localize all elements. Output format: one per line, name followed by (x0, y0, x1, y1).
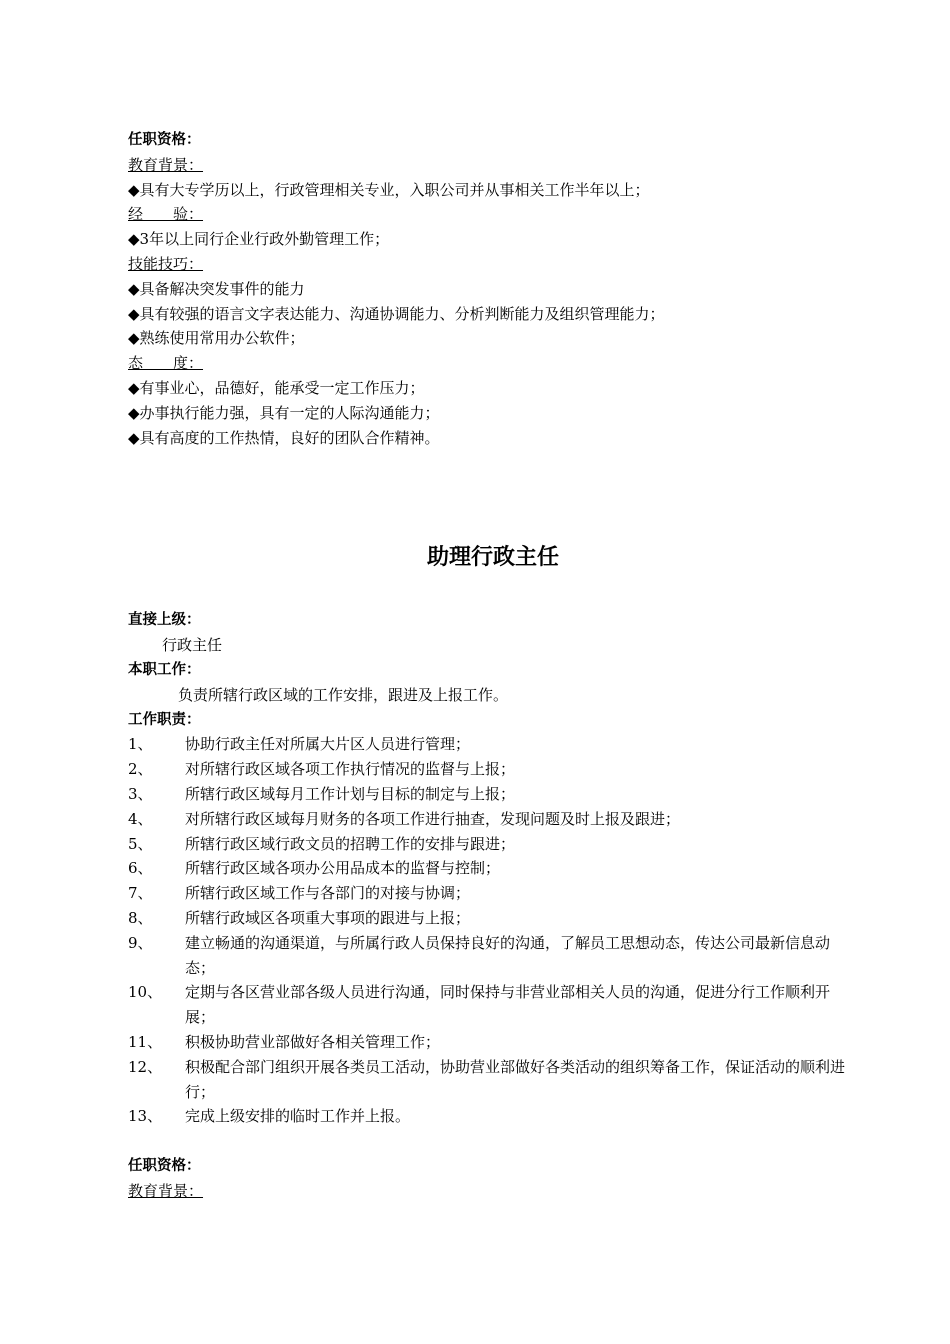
section-title: 助理行政主任 (426, 545, 559, 571)
list-item-number: 8、 (128, 908, 153, 927)
attitude-item: ◆办事执行能力强，具有一定的人际沟通能力； (128, 403, 440, 422)
list-item (128, 980, 858, 1030)
list-item (128, 856, 858, 881)
superior-heading: 直接上级： (128, 612, 201, 629)
list-item-text: 积极配合部门组织开展各类员工活动，协助营业部做好各类活动的组织筹备工作，保证活动的顺利进行； (185, 1057, 846, 1101)
skills-item: ◆具有较强的语言文字表达能力、沟通协调能力、分析判断能力及组织管理能力； (128, 304, 665, 323)
list-item-number: 6、 (128, 859, 153, 878)
list-item-number: 13、 (128, 1107, 163, 1126)
responsibilities-list (128, 732, 858, 1129)
list-item (128, 1030, 858, 1055)
list-item-text: 协助行政主任对所属大片区人员进行管理； (185, 735, 471, 754)
list-item-text: 所辖行政域区各项重大事项的跟进与上报； (185, 908, 471, 927)
list-item-number: 2、 (128, 760, 153, 779)
skills-label: 技能技巧： (128, 254, 204, 273)
list-item (128, 906, 858, 931)
experience-label: 经 验： (128, 205, 204, 224)
list-item (128, 1104, 858, 1129)
list-item (128, 757, 858, 782)
attitude-item: ◆具有高度的工作热情，良好的团队合作精神。 (128, 428, 440, 447)
list-item-number: 1、 (128, 735, 153, 754)
superior-value: 行政主任 (162, 636, 223, 655)
duty-value: 负责所辖行政区域的工作安排，跟进及上报工作。 (178, 685, 509, 704)
experience-item: ◆3年以上同行企业行政外勤管理工作； (128, 230, 390, 249)
list-item (128, 931, 858, 981)
list-item-text: 所辖行政区域行政文员的招聘工作的安排与跟进； (185, 834, 516, 853)
responsibilities-heading: 工作职责： (128, 711, 201, 728)
list-item-text: 所辖行政区域每月工作计划与目标的制定与上报； (185, 784, 516, 803)
list-item (128, 832, 858, 857)
document-page (128, 128, 858, 1203)
skills-item: ◆具备解决突发事件的能力 (128, 279, 305, 298)
education-label: 教育背景： (128, 1181, 204, 1200)
list-item-text: 积极协助营业部做好各相关管理工作； (185, 1032, 441, 1051)
list-item-text: 对所辖行政区域各项工作执行情况的监督与上报； (185, 760, 516, 779)
qualifications-heading: 任职资格： (128, 1157, 201, 1174)
list-item-text: 定期与各区营业部各级人员进行沟通，同时保持与非营业部相关人员的沟通，促进分行工作顺利开展； (185, 983, 831, 1027)
education-item: ◆具有大专学历以上，行政管理相关专业，入职公司并从事相关工作半年以上； (128, 180, 650, 199)
list-item-number: 10、 (128, 983, 163, 1002)
list-item (128, 782, 858, 807)
list-item-number: 3、 (128, 784, 153, 803)
list-item-text: 所辖行政区域工作与各部门的对接与协调； (185, 884, 471, 903)
list-item-number: 5、 (128, 834, 153, 853)
list-item-text: 完成上级安排的临时工作并上报。 (185, 1107, 411, 1126)
attitude-label: 态 度： (128, 354, 204, 373)
education-label: 教育背景： (128, 155, 204, 174)
list-item-text: 对所辖行政区域每月财务的各项工作进行抽查，发现问题及时上报及跟进； (185, 809, 681, 828)
list-item-number: 4、 (128, 809, 153, 828)
list-item (128, 1055, 858, 1105)
list-item (128, 807, 858, 832)
list-item-text: 所辖行政区域各项办公用品成本的监督与控制； (185, 859, 501, 878)
skills-item: ◆熟练使用常用办公软件； (128, 329, 305, 348)
qualifications-heading: 任职资格： (128, 132, 201, 148)
list-item-text: 建立畅通的沟通渠道，与所属行政人员保持良好的沟通，了解员工思想动态，传达公司最新信息动态； (185, 933, 831, 977)
list-item-number: 11、 (128, 1032, 163, 1051)
attitude-item: ◆有事业心，品德好，能承受一定工作压力； (128, 378, 425, 397)
list-item-number: 7、 (128, 884, 153, 903)
list-item-number: 9、 (128, 933, 153, 952)
list-item (128, 732, 858, 757)
list-item (128, 881, 858, 906)
duty-heading: 本职工作： (128, 661, 201, 678)
list-item-number: 12、 (128, 1057, 163, 1076)
